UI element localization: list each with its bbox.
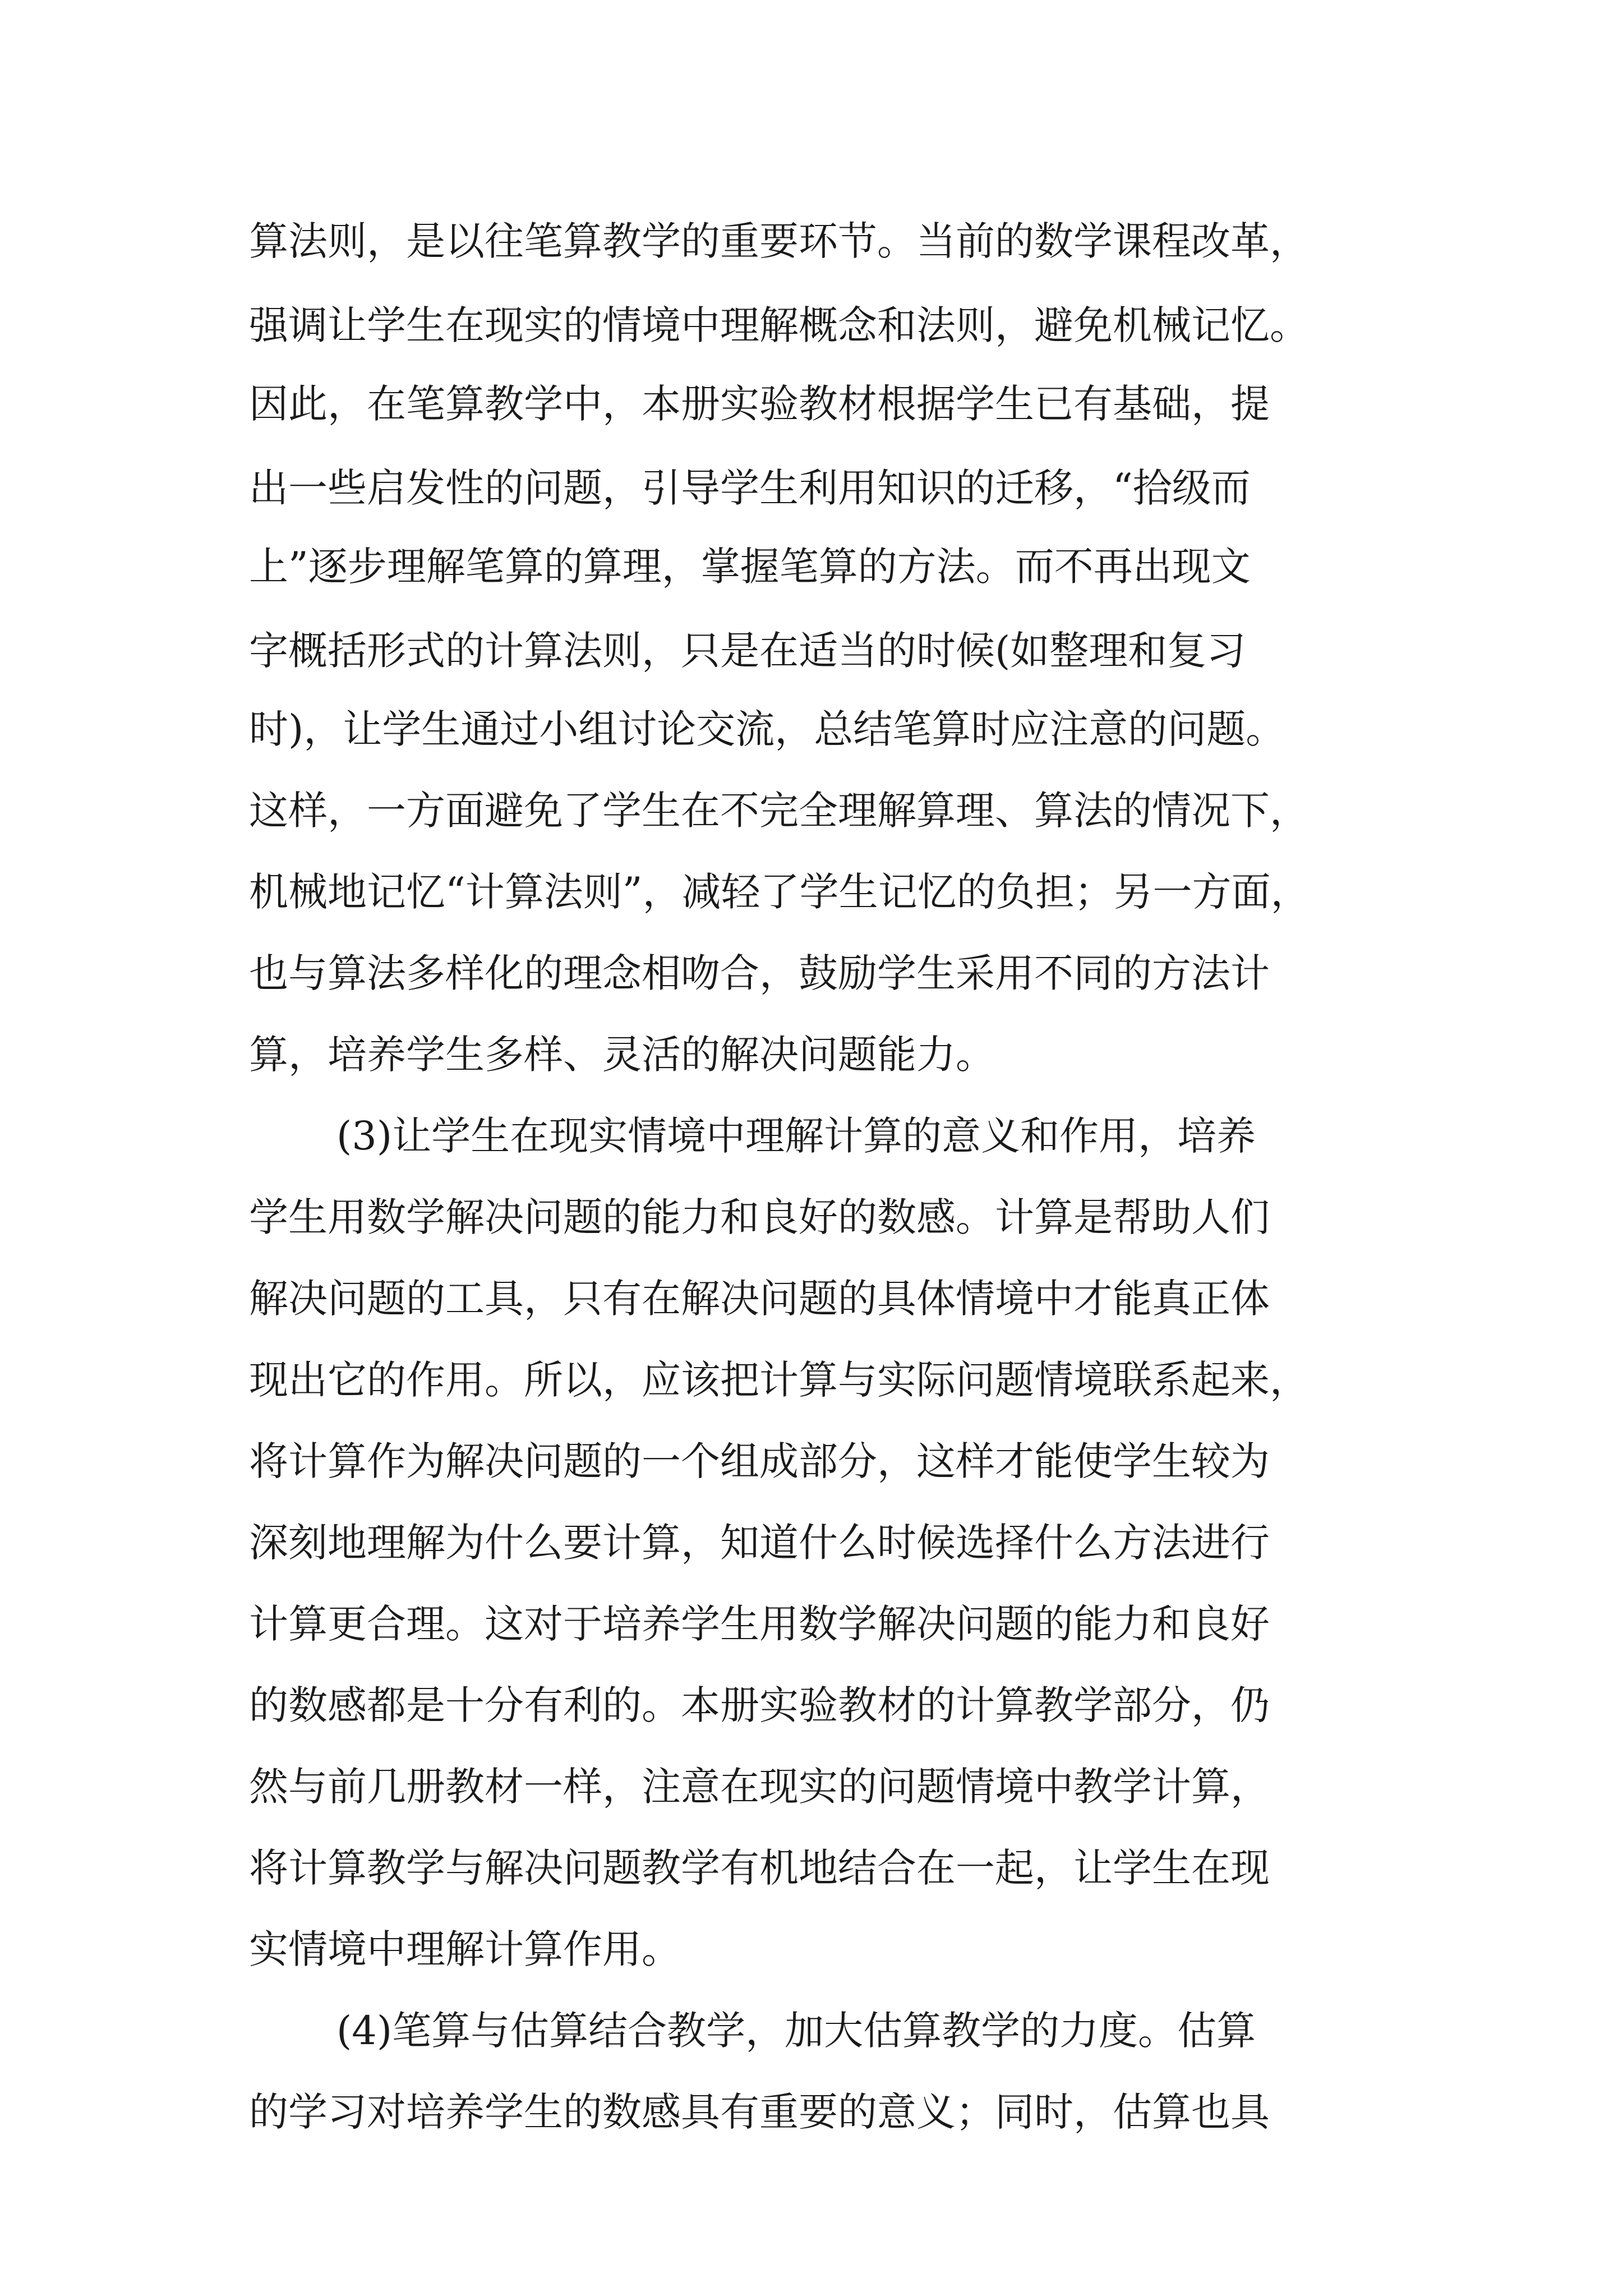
text-line: 算，培养学生多样、灵活的解决问题能力。: [249, 1032, 995, 1078]
text-line: 实情境中理解计算作用。: [249, 1926, 681, 1972]
text-line: 现出它的作用。所以，应该把计算与实际问题情境联系起来，: [249, 1357, 1309, 1403]
text-line: 因此，在笔算教学中，本册实验教材根据学生已有基础，提: [249, 381, 1270, 427]
text-line: 时)，让学生通过小组讨论交流，总结笔算时应注意的问题。: [249, 706, 1285, 752]
text-line: 算法则，是以往笔算教学的重要环节。当前的数学课程改革，: [249, 218, 1309, 264]
text-line: 字概括形式的计算法则，只是在适当的时候(如整理和复习: [249, 628, 1246, 674]
text-line: 机械地记忆“计算法则”，减轻了学生记忆的负担；另一方面，: [249, 869, 1310, 915]
paragraph-start-line: (3)让学生在现实情境中理解计算的意义和作用，培养: [336, 1113, 1256, 1159]
text-line: 强调让学生在现实的情境中理解概念和法则，避免机械记忆。: [249, 302, 1309, 348]
paragraph-start-line: (4)笔算与估算结合教学，加大估算教学的力度。估算: [336, 2008, 1256, 2054]
text-line: 的数感都是十分有利的。本册实验教材的计算教学部分，仍: [249, 1682, 1270, 1728]
text-line: 计算更合理。这对于培养学生用数学解决问题的能力和良好: [249, 1601, 1270, 1647]
text-line: 这样，一方面避免了学生在不完全理解算理、算法的情况下，: [249, 788, 1309, 834]
text-line: 的学习对培养学生的数感具有重要的意义；同时，估算也具: [249, 2089, 1270, 2135]
text-line: 将计算作为解决问题的一个组成部分，这样才能使学生较为: [249, 1438, 1270, 1484]
text-line: 学生用数学解决问题的能力和良好的数感。计算是帮助人们: [249, 1194, 1270, 1240]
text-line: 出一些启发性的问题，引导学生利用知识的迁移，“拾级而: [249, 465, 1251, 511]
text-line: 深刻地理解为什么要计算，知道什么时候选择什么方法进行: [249, 1520, 1270, 1566]
text-line: 解决问题的工具，只有在解决问题的具体情境中才能真正体: [249, 1276, 1270, 1322]
text-line: 上”逐步理解笔算的算理，掌握笔算的方法。而不再出现文: [249, 544, 1251, 590]
text-line: 然与前几册教材一样，注意在现实的问题情境中教学计算，: [249, 1764, 1270, 1810]
text-line: 也与算法多样化的理念相吻合，鼓励学生采用不同的方法计: [249, 950, 1270, 996]
text-line: 将计算教学与解决问题教学有机地结合在一起，让学生在现: [249, 1845, 1270, 1891]
